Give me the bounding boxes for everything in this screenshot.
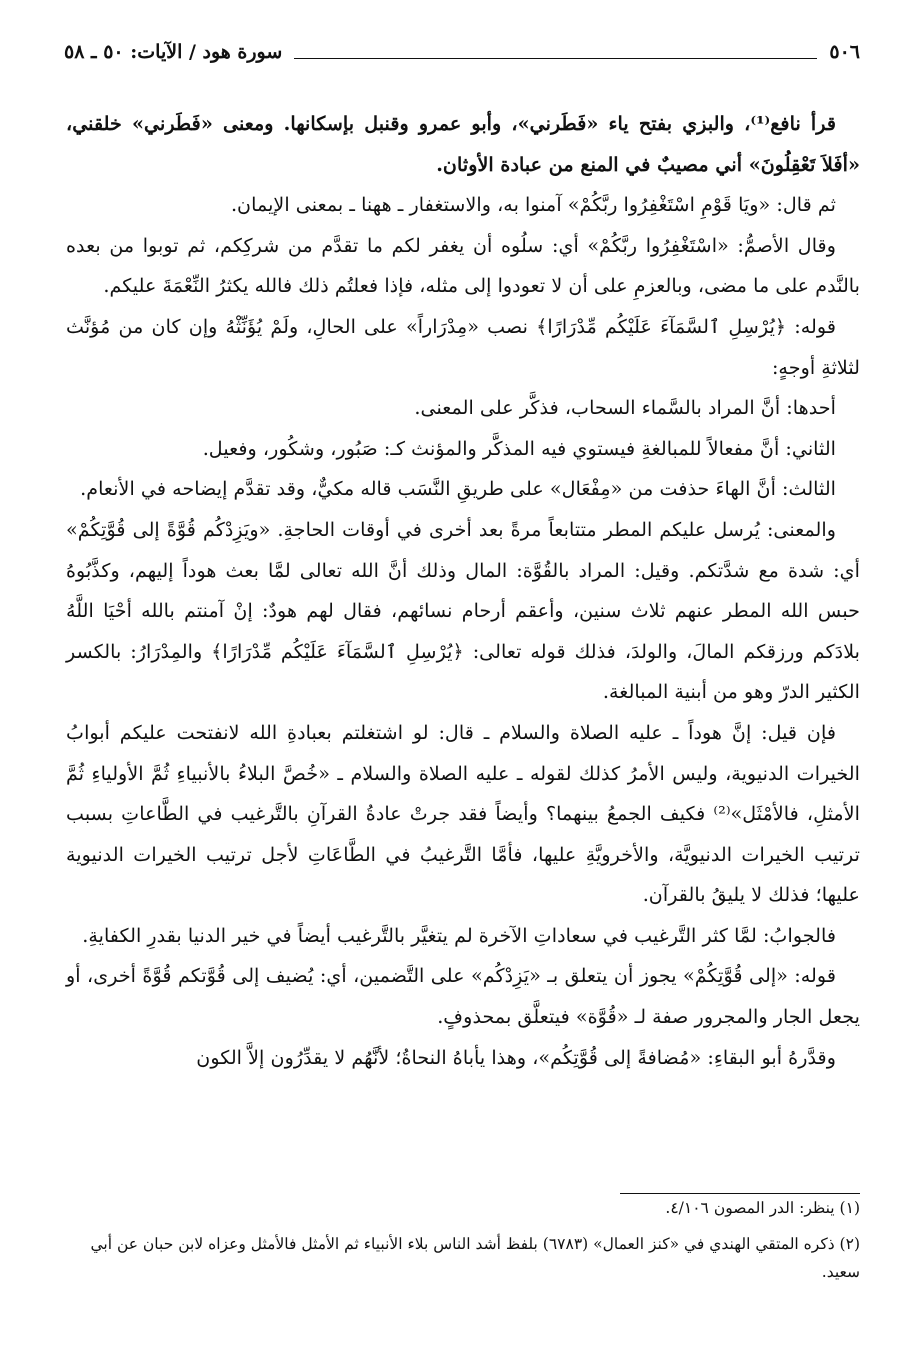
footnote-1: (١) ينظر: الدر المصون ٤/١٠٦. [665,1199,860,1217]
page-number: ٥٠٦ [829,41,860,63]
running-title: سورة هود / الآيات: ٥٠ ـ ٥٨ [64,41,283,63]
paragraph-third-reason: الثالث: أنَّ الهاءَ حذفت من «مِفْعَال» على طريقِ النَّسَب قاله مكيٌّ، وقد تقدَّم إيضاحه في الأنعام. [80,477,836,501]
paragraph-qiraat: قرأ نافع⁽¹⁾، والبزي بفتح ياء «فَطَرني»، وأبو عمرو وقنبل بإسكانها. ومعنى «فَطَرني» خلقني، «أفَلاَ تَعْقِلُونَ» أني مصيبٌ في المنع من عبادة الأوثان. [66,112,860,176]
footnote-2: (٢) ذكره المتقي الهندي في «كنز العمال» (٦٧٨٣) بلفظ أشد الناس بلاء الأنبياء ثم الأمثل فالأمثل وعزاه لابن حبان عن أبي سعيد. [90,1235,860,1281]
paragraph-quwwa: قوله: «إلى قُوَّتِكُمْ» يجوز أن يتعلق بـ «يَزِدْكُم» على التَّضمين، أي: يُضيف إلى قُوَّتكم قُوَّةً أخرى، أو يجعل الجار والمجرور صفة لـ «قُوَّة» فيتعلَّق بمحذوفٍ. [66,964,860,1029]
paragraph-answer: فالجوابُ: لمَّا كثر التَّرغيب في سعاداتِ الآخرة لم يتغيَّر بالتَّرغيب أيضاً في خير الدنيا بقدرِ الكفايةِ. [82,923,836,947]
paragraph-istighfar: ثم قال: «ويَا قَوْمِ اسْتَغْفِرُوا ربَّكُمْ» آمنوا به، والاستغفار ـ ههنا ـ بمعنى الإيمان. [230,193,836,217]
main-text [66,104,860,1078]
paragraph-asamm: وقال الأصمُّ: «اسْتَغْفِرُوا ربَّكُمْ» أي: سلُوه أن يغفر لكم ما تقدَّم من شركِكم، ثم توبوا من بعده بالنَّدم على ما مضى، وبالعزمِ على أن لا تعودوا إلى مثله، فإذا فعلتُم ذلك فالله يكثرُ النِّعْمَةَ عليكم. [66,233,860,298]
paragraph-first-reason: أحدها: أنَّ المراد بالسَّماء السحاب، فذكَّر على المعنى. [414,396,836,420]
paragraph-second-reason: الثاني: أنَّ مفعالاً للمبالغةِ فيستوي فيه المذكَّر والمؤنث كـ: صَبُور، وشكُور، وفعيل. [202,436,836,460]
paragraph-midrar: قوله: ﴿يُرْسِلِ ٱلسَّمَآءَ عَلَيْكُم مِّدْرَارًا﴾ نصب «مِدْرَاراً» على الحالِ، ولَمْ يُؤَنِّثْهُ وإن كان من مُؤنَّث لثلاثةِ أوجهٍ: [66,314,860,379]
paragraph-meaning: والمعنى: يُرسل عليكم المطر متتابعاً مرةً بعد أخرى في أوقات الحاجةِ. «ويَزِدْكُم قُوَّةً إلى قُوَّتِكُمْ» أي: شدة مع شدَّتكم. وقيل: المراد بالقُوَّة: المال وذلك أنَّ الله تعالى لمَّا بعث هوداً إليهم، وكذَّبُوهُ حبس الله المطر عنهم ثلاث سنين، وأعقم أرحام نسائهم، فقال لهم هودٌ: إنْ آمنتم بالله أحْيَا اللَّهُ بلادَكم ورزقكم المالَ، والولدَ، فذلك قوله تعالى: ﴿يُرْسِلِ ٱلسَّمَآءَ عَلَيْكُم مِّدْرَارًا﴾ والمِدْرَارُ: بالكسر الكثير الدرّ وهو من أبنية المبالغة. [66,517,860,704]
header-rule [294,58,817,59]
footnotes [66,1194,860,1294]
page-header [64,36,860,68]
paragraph-objection: فإن قيل: إنَّ هوداً ـ عليه الصلاة والسلام ـ قال: لو اشتغلتم بعبادةِ الله لانفتحت عليكم أبوابُ الخيرات الدنيوية، وليس الأمرُ كذلك لقوله ـ عليه الصلاة والسلام ـ «خُصَّ البلاءُ بالأنبياءِ ثُمَّ الأولياءِ ثُمَّ الأمثلِ، فالأمْثَل»⁽²⁾ فكيف الجمعُ بينهما؟ وأيضاً فقد جرتْ عادةُ القرآنِ بالتَّرغيب في الطَّاعاتِ بسبب ترتيب الخيرات الدنيويَّة، والأخرويَّةِ عليها، فأمَّا التَّرغيبُ في الطَّاعَاتِ لأجل ترتيب الخيرات الدنيوية عليها؛ فذلك لا يليقُ بالقرآن. [66,720,860,907]
paragraph-abu-baqa: وقدَّرهُ أبو البقاءِ: «مُضافةً إلى قُوَّتِكُم»، وهذا يأباهُ النحاةُ؛ لأنَّهُم لا يقدِّرُون إلاَّ الكون [196,1045,836,1069]
